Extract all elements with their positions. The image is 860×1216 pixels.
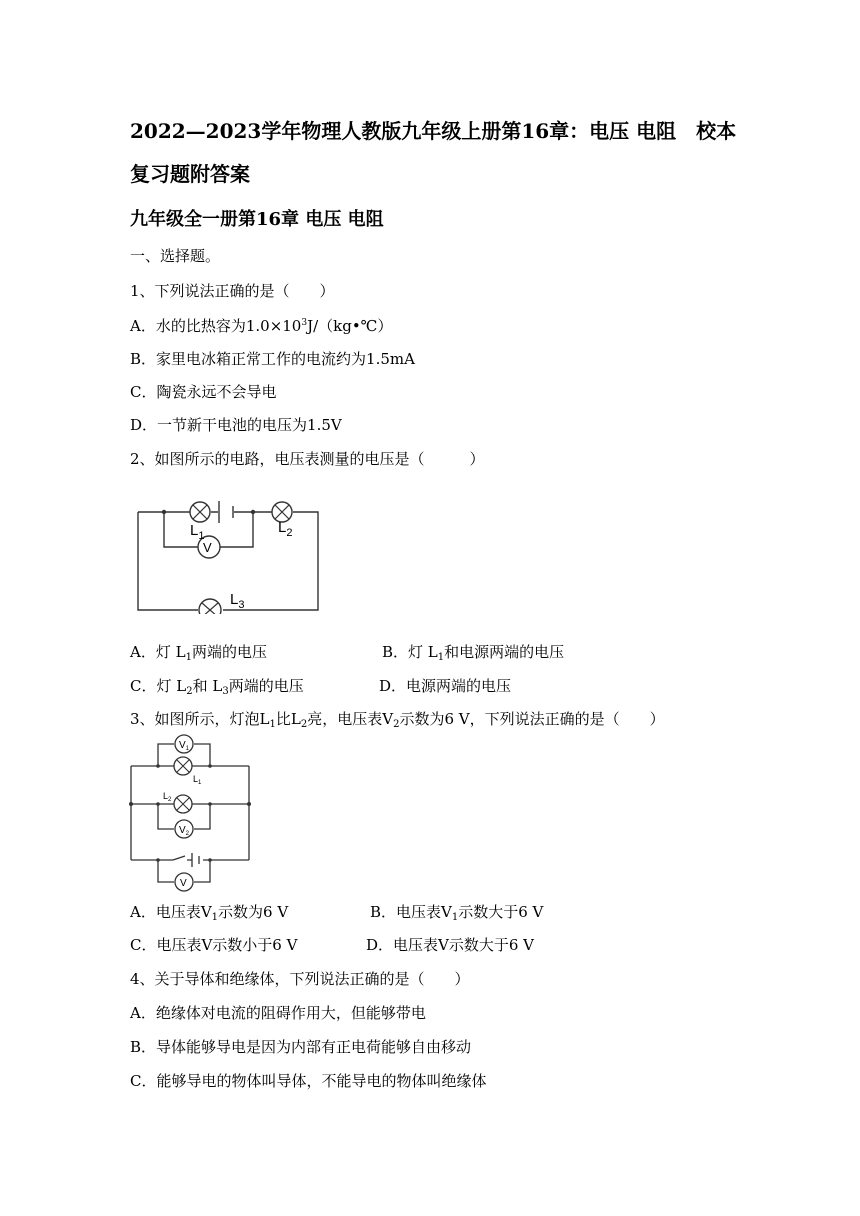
chapter-heading: 九年级全一册第16章 电压 电阻 [130, 209, 384, 230]
q1-option-c: C．陶瓷永远不会导电 [130, 383, 277, 401]
q4-option-b: B．导体能够导电是因为内部有正电荷能够自由移动 [130, 1038, 472, 1056]
q1-option-d: D．一节新干电池的电压为1.5V [130, 416, 342, 434]
q2-circuit-diagram [130, 488, 330, 614]
q1-option-a-exponent: 3 [301, 318, 308, 328]
q3-label-v1: $V_1$ [179, 740, 190, 752]
q3-option-a-tail: 示数为6 V [218, 903, 289, 921]
q2-label-l3: $L_3$ [230, 591, 245, 611]
q2-option-b-sub: 1 [437, 652, 445, 663]
q2-option-c-sub2: 3 [222, 686, 229, 697]
q2-option-c-text: C．灯 L [130, 677, 187, 695]
q3-option-b-tail: 示数大于6 V [458, 903, 544, 921]
q3-stem [130, 708, 665, 730]
q2-option-b-text: B．灯 L [382, 643, 438, 661]
q3-option-b-text: B．电压表V [370, 903, 452, 921]
q3-stem-sub2: 2 [300, 719, 308, 730]
q3-stem-sub1: 1 [269, 719, 276, 730]
q2-option-c [130, 675, 304, 697]
q3-stem-part2: 比L [275, 710, 301, 728]
q3-stem-part3: 亮，电压表V [307, 710, 394, 728]
q3-option-a [130, 901, 288, 923]
q2-option-c-sub: 2 [186, 686, 193, 697]
q3-stem-part4: 示数为6 V，下列说法正确的是（ ） [399, 710, 665, 728]
q2-stem: 2、如图所示的电路，电压表测量的电压是（ ） [130, 450, 485, 468]
q2-label-l1: $L_1$ [190, 522, 205, 542]
doc-title-line-2: 复习题附答案 [130, 162, 250, 186]
q1-option-a-text: A．水的比热容为1.0×10 [130, 317, 302, 335]
q4-stem: 4、关于导体和绝缘体，下列说法正确的是（ ） [130, 970, 470, 988]
q3-switch-blade [173, 856, 185, 860]
q3-outer-rails [131, 766, 249, 860]
q3-option-c: C．电压表V示数小于6 V [130, 936, 298, 954]
q3-option-b-sub: 1 [451, 912, 459, 923]
q4-option-c: C．能够导电的物体叫导体，不能导电的物体叫绝缘体 [130, 1072, 487, 1090]
q3-circuit-diagram [125, 732, 260, 892]
q2-option-a [130, 641, 267, 663]
q1-stem: 1、下列说法正确的是（ ） [130, 282, 335, 300]
q3-label-l1: $L_1$ [193, 774, 202, 786]
q2-option-a-sub: 1 [185, 652, 192, 663]
q4-option-a: A．绝缘体对电流的阻碍作用大，但能够带电 [130, 1004, 426, 1022]
q3-stem-sub3: 2 [393, 719, 400, 730]
q2-option-c-tail: 两端的电压 [228, 677, 304, 695]
q1-option-a [130, 315, 392, 336]
q3-option-b [370, 901, 543, 923]
q3-option-a-text: A．电压表V [130, 903, 212, 921]
q3-label-v2: $V_2$ [179, 825, 190, 837]
q2-option-d: D．电源两端的电压 [379, 677, 512, 695]
q2-lamp-l3-icon [199, 599, 221, 614]
q2-option-c-mid: 和 L [192, 677, 223, 695]
doc-title-line-1: 2022—2023学年物理人教版九年级上册第16章：电压 电阻 校本 [130, 119, 737, 143]
q1-option-a-unit: J/（kg•℃） [307, 317, 393, 335]
q2-option-a-text: A．灯 L [130, 643, 186, 661]
q3-stem-part1: 3、如图所示，灯泡L [130, 710, 270, 728]
q3-label-l2: $L_2$ [163, 791, 172, 803]
q3-option-d: D．电压表V示数大于6 V [366, 936, 535, 954]
q2-option-b [382, 641, 564, 663]
q3-label-v: V [180, 878, 187, 889]
q2-label-l2: $L_2$ [278, 519, 293, 539]
section-heading: 一、选择题。 [130, 247, 221, 265]
q1-option-b: B．家里电冰箱正常工作的电流约为1.5mA [130, 350, 415, 368]
q2-option-b-tail: 和电源两端的电压 [444, 643, 565, 661]
q2-label-v: V [203, 540, 212, 555]
q2-option-a-tail: 两端的电压 [191, 643, 267, 661]
q3-option-a-sub: 1 [211, 912, 219, 923]
